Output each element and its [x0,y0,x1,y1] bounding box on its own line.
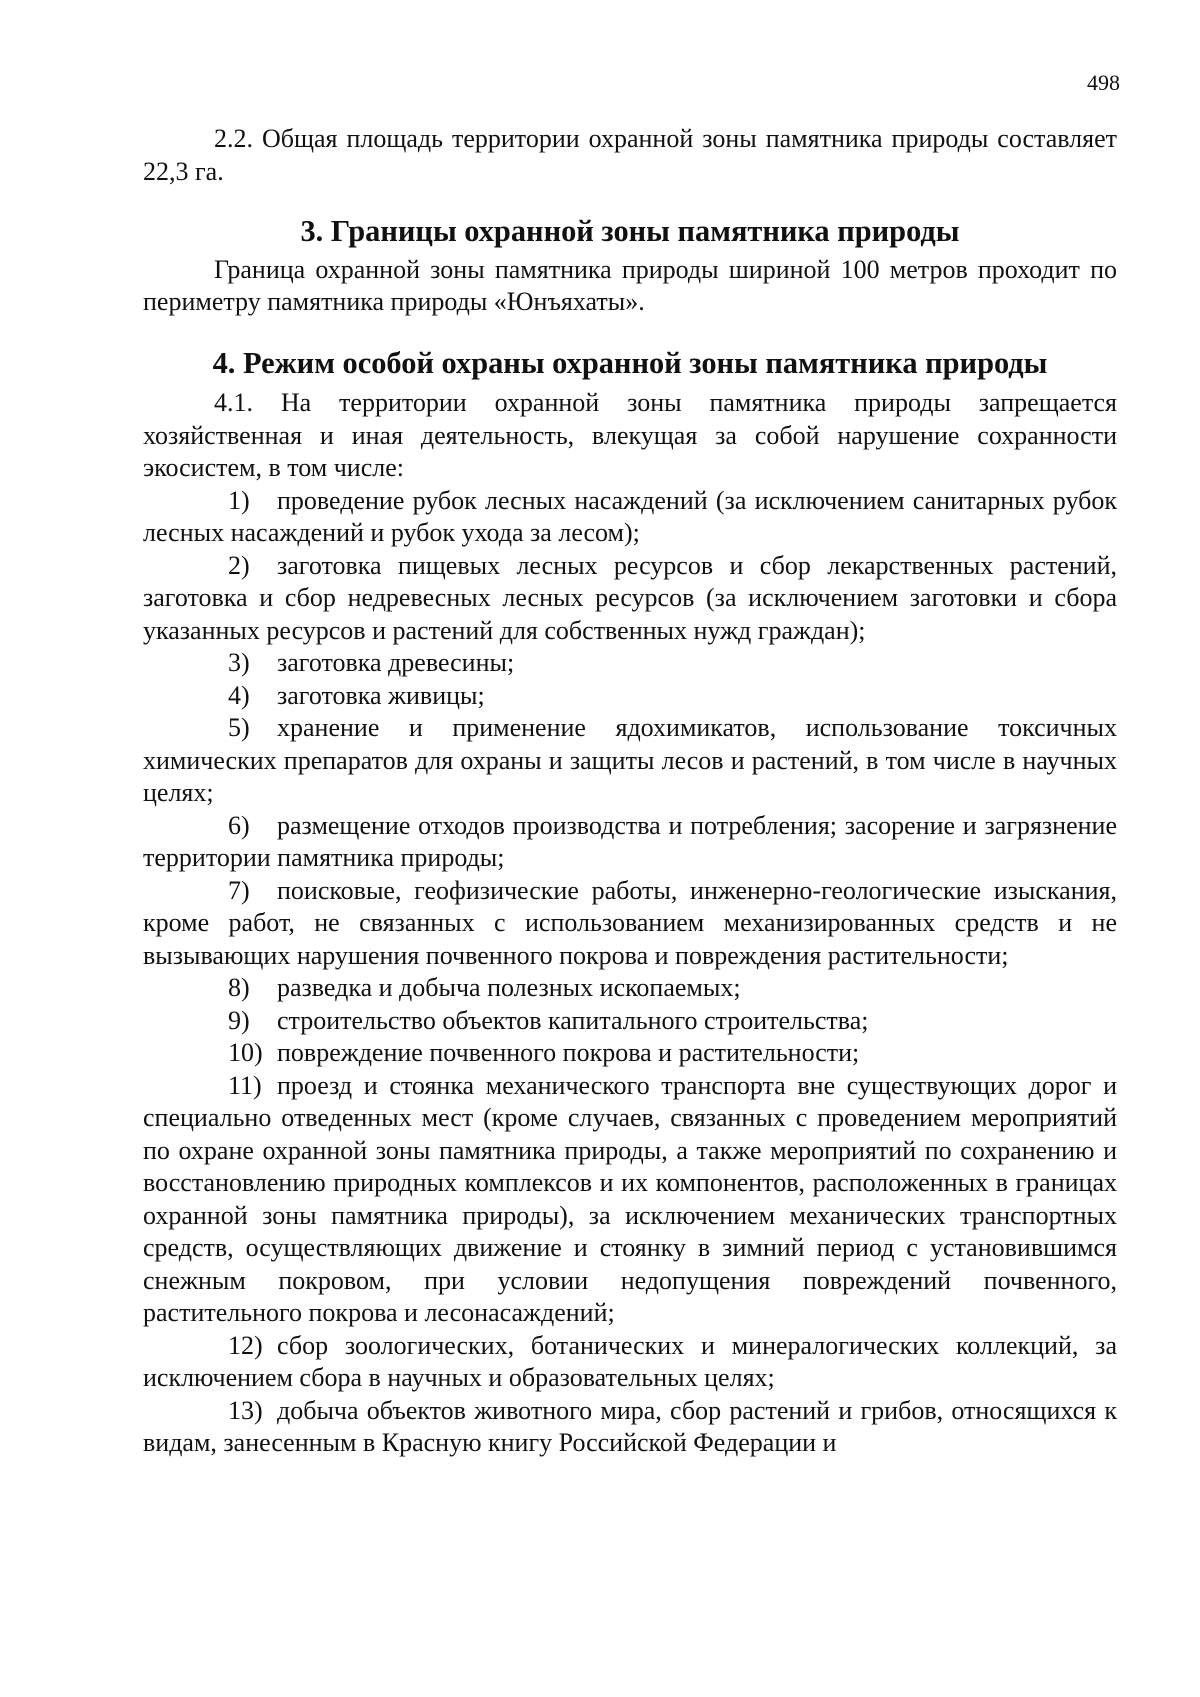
list-item [143,1395,1117,1460]
list-item-text: проведение рубок лесных насаждений (за исключением санитарных рубок лесных насаждений и рубок ухода за лесом); [143,485,1117,547]
list-item-text: заготовка древесины; [277,648,515,677]
list-item-text: строительство объектов капитального строительства; [277,1005,869,1035]
list-item [143,680,1117,713]
list-item-text: проезд и стоянка механического транспорта вне существующих дорог и специально отведенных мест (кроме случаев, связанных с проведением мероприятий по охране охранной зоны памятника природы, а также мероприятий по сохранению и восстановлению природных комплексов и их компонентов, расположенных в границах охранной зоны памятника природы), за исключением механических транспортных средств, осуществляющих движение и стоянку в зимний период с установившимся снежным покровом, при условии недопущения повреждений почвенного, растительного покрова и лесонасаждений; [143,1070,1117,1327]
list-item [143,1070,1117,1330]
list-item [143,485,1117,550]
list-item [143,1330,1117,1395]
list-item-number: 2) [228,550,250,580]
list-item-text: заготовка пищевых лесных ресурсов и сбор лекарственных растений, заготовка и сбор недревесных лесных ресурсов (за исключением заготовки и сбора указанных ресурсов и растений для собственных нужд граждан); [143,550,1117,645]
list-item-number: 5) [228,713,250,742]
list-item [143,647,1117,680]
document-body [143,123,1117,1460]
section-4-heading: 4. Режим особой охраны охранной зоны памятника природы [212,345,1048,380]
list-item-number: 10) [228,1038,263,1067]
list-item-text: заготовка живицы; [277,680,485,710]
list-item-text: сбор зоологических, ботанических и минералогических коллекций, за исключением сбора в научных и образовательных целях; [143,1330,1117,1392]
list-item-text: разведка и добыча полезных ископаемых; [277,973,741,1002]
page-number: 498 [1087,70,1120,95]
list-item-number: 9) [228,1005,250,1035]
list-item [143,1037,1117,1070]
section-3-text: Граница охранной зоны памятника природы шириной 100 метров проходит по периметру памятника природы «Юнъяхаты». [143,254,1117,316]
list-item [143,810,1117,875]
section-4-intro: 4.1. На территории охранной зоны памятника природы запрещается хозяйственная и иная деятельность, влекущая за собой нарушение сохранности экосистем, в том числе: [143,388,1117,482]
paragraph-2-2: 2.2. Общая площадь территории охранной зоны памятника природы составляет 22,3 га. [143,124,1117,186]
list-item-text: размещение отходов производства и потребления; засорение и загрязнение территории памятника природы; [143,810,1117,872]
list-item [143,875,1117,973]
list-item [143,972,1117,1005]
list-item-number: 1) [228,485,250,515]
section-3-heading: 3. Границы охранной зоны памятника природы [300,214,960,248]
list-item-number: 13) [228,1395,263,1425]
restrictions-list [143,485,1117,1460]
list-item-number: 3) [228,648,250,677]
list-item-text: добыча объектов животного мира, сбор растений и грибов, относящихся к видам, занесенным в Красную книгу Российской Федерации и [143,1395,1117,1457]
list-item [143,1005,1117,1038]
list-item-number: 11) [228,1070,262,1100]
list-item-number: 12) [228,1330,263,1360]
list-item [143,550,1117,648]
list-item-text: поисковые, геофизические работы, инженерно-геологические изыскания, кроме работ, не связанных с использованием механизированных средств и не вызывающих нарушения почвенного покрова и повреждения растительности; [143,875,1117,970]
list-item-number: 4) [228,680,250,710]
list-item-number: 8) [228,973,250,1002]
list-item-text: повреждение почвенного покрова и растительности; [277,1038,860,1067]
list-item-number: 6) [228,810,250,840]
list-item-text: хранение и применение ядохимикатов, использование токсичных химических препаратов для охраны и защиты лесов и растений, в том числе в научных целях; [143,713,1117,807]
list-item [143,712,1117,810]
list-item-number: 7) [228,875,250,905]
